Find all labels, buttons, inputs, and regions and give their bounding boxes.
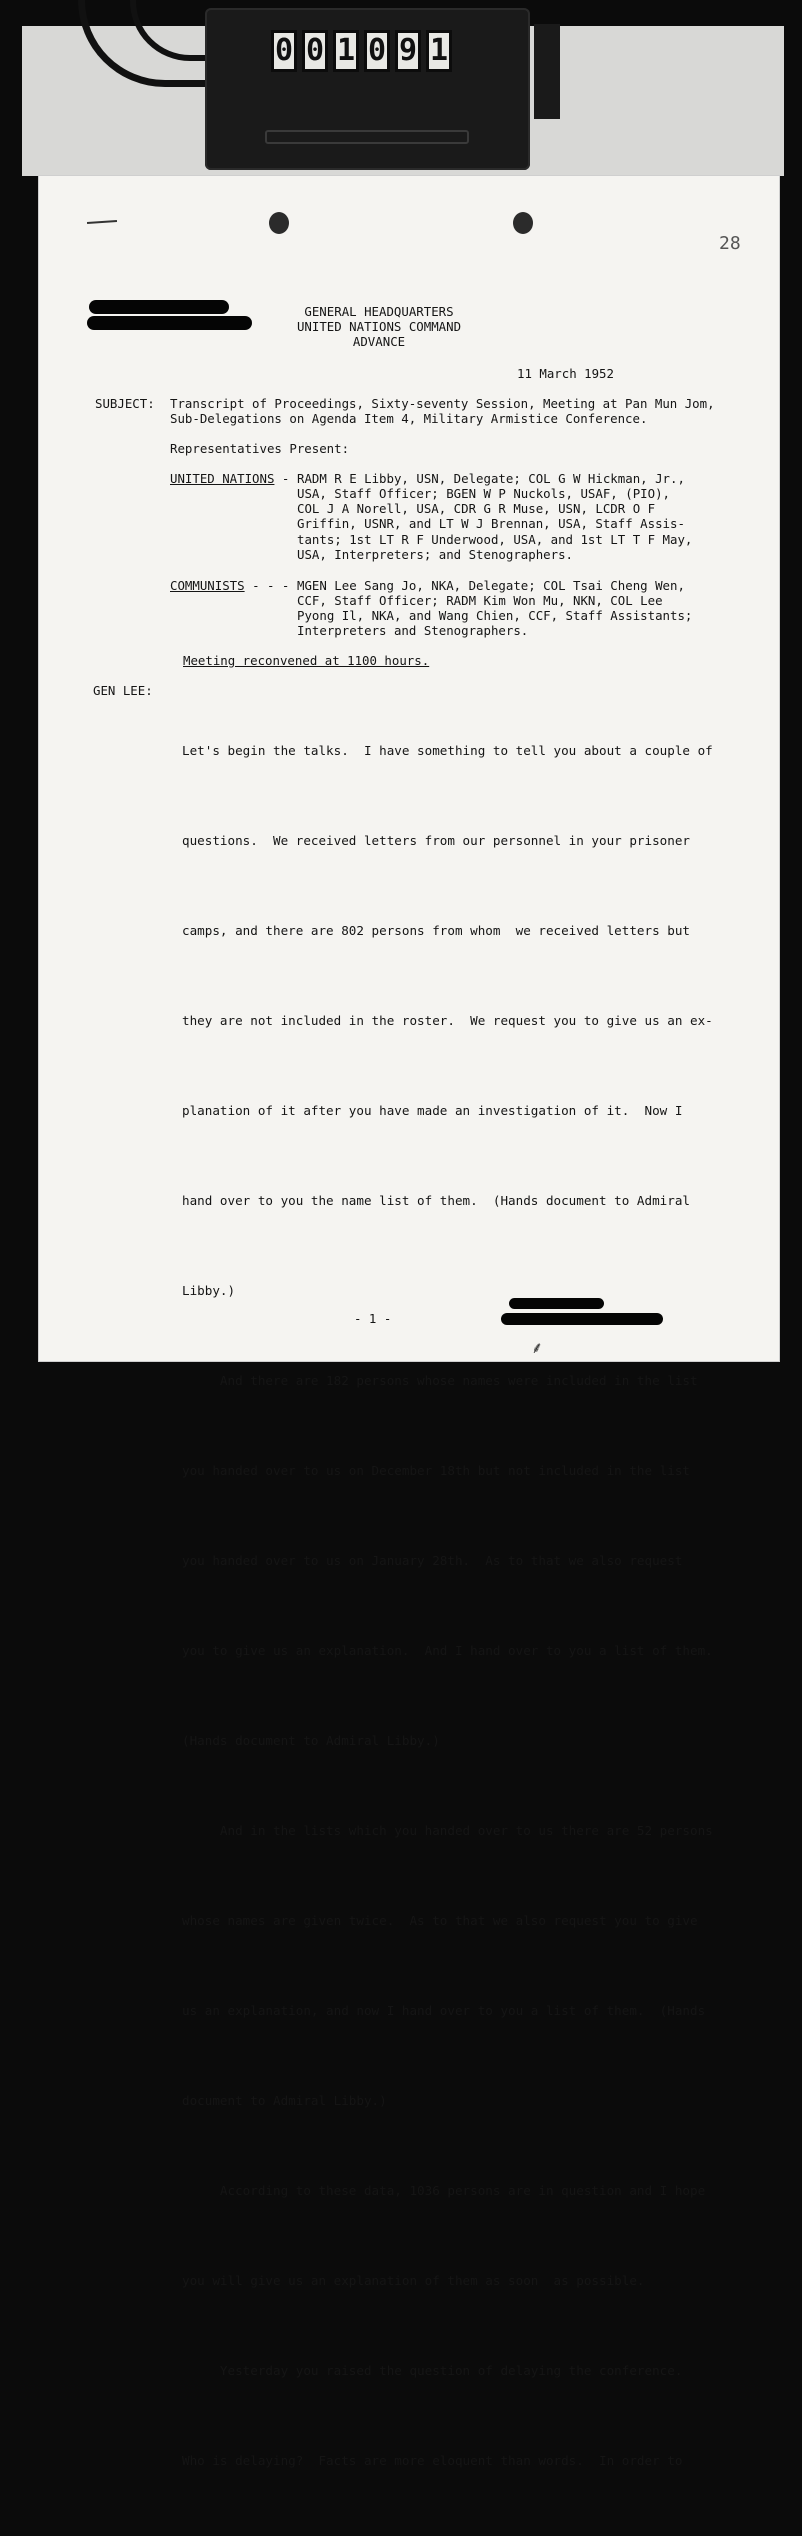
counter-digit: 1: [333, 30, 359, 72]
body-line: According to these data, 1036 persons are in question and I hope: [182, 2183, 706, 2198]
pencil-mark: [87, 220, 117, 224]
frame-counter-device: [205, 8, 530, 170]
body-line: planation of it after you have made an investigation of it. Now I: [182, 1103, 683, 1118]
meeting-note: Meeting reconvened at 1100 hours.: [183, 653, 430, 668]
document-page: [38, 175, 780, 2468]
redaction-bar: [87, 316, 252, 330]
speech-body: [182, 676, 722, 2536]
device-bracket: [534, 24, 560, 119]
punch-hole: [269, 212, 289, 234]
header-line-3: ADVANCE: [352, 334, 406, 349]
body-line: Who is delaying? Facts are more eloquent than words. In order to: [182, 2453, 683, 2468]
un-line: tants; 1st LT R F Underwood, USA, and 1st LT T F May,: [297, 532, 693, 547]
communists-line: Pyong Il, NKA, and Wang Chien, CCF, Staff Assistants;: [297, 608, 693, 623]
body-line: you handed over to us on January 28th. As to that we also request: [182, 1553, 683, 1568]
header-line-2: UNITED NATIONS COMMAND: [296, 319, 462, 334]
body-line: you to give us an explanation. And I hand over to you a list of them.: [182, 1643, 713, 1658]
body-line: And there are 182 persons whose names were included in the list: [182, 1373, 698, 1388]
un-group-label: [170, 471, 289, 486]
un-line: USA, Interpreters; and Stenographers.: [297, 547, 574, 562]
body-line: whose names are given twice. As to that we also request you to give: [182, 1913, 698, 1928]
un-line: COL J A Norell, USA, CDR G R Muse, USN, LCDR O F: [297, 501, 656, 516]
representatives-label: Representatives Present:: [170, 441, 350, 456]
body-line: (Hands document to Admiral Libby.): [182, 1733, 440, 1748]
body-line: document to Admiral Libby.): [182, 2093, 387, 2108]
body-line: they are not included in the roster. We request you to give us an ex-: [182, 1013, 713, 1028]
body-line: camps, and there are 802 persons from whom we received letters but: [182, 923, 690, 938]
communists-line: CCF, Staff Officer; RADM Kim Won Mu, NKN, COL Lee: [297, 593, 663, 608]
handwritten-page-number: 28: [719, 233, 741, 254]
counter-digit: 9: [395, 30, 421, 72]
redaction-bar: [509, 1298, 604, 1309]
counter-digit: 0: [271, 30, 297, 72]
pencil-mark: ⸙: [531, 1338, 544, 1357]
un-line: RADM R E Libby, USN, Delegate; COL G W Hickman, Jr.,: [297, 471, 685, 486]
communists-line: Interpreters and Stenographers.: [297, 623, 529, 638]
body-line: you will give us an explanation of them as soon as possible.: [182, 2273, 645, 2288]
counter-digit: 1: [426, 30, 452, 72]
body-line: Yesterday you raised the question of delaying the conference.: [182, 2363, 683, 2378]
counter-digit: 0: [302, 30, 328, 72]
body-line: hand over to you the name list of them. (Hands document to Admiral: [182, 1193, 690, 1208]
punch-hole: [513, 212, 533, 234]
communists-line: MGEN Lee Sang Jo, NKA, Delegate; COL Tsai Cheng Wen,: [297, 578, 685, 593]
communists-dash: - - -: [244, 578, 290, 593]
redaction-bar: [89, 300, 229, 314]
un-label: UNITED NATIONS: [170, 471, 275, 486]
body-line: Libby.): [182, 1283, 236, 1298]
document-date: 11 March 1952: [517, 366, 614, 381]
communists-group-label: [170, 578, 289, 593]
body-line: Let's begin the talks. I have something to tell you about a couple of: [182, 743, 713, 758]
speaker-label: GEN LEE:: [93, 683, 153, 698]
header-line-1: GENERAL HEADQUARTERS: [304, 304, 454, 319]
un-line: USA, Staff Officer; BGEN W P Nuckols, USAF, (PIO),: [297, 486, 670, 501]
subject-line: Sub-Delegations on Agenda Item 4, Military Armistice Conference.: [170, 411, 648, 426]
redaction-bar: [501, 1313, 663, 1325]
counter-label-strip: [265, 130, 469, 144]
body-line: questions. We received letters from our personnel in your prisoner: [182, 833, 690, 848]
body-line: you handed over to us on December 18th but not included in the list: [182, 1463, 690, 1478]
subject-line: Transcript of Proceedings, Sixty-seventy Session, Meeting at Pan Mun Jom,: [170, 396, 715, 411]
counter-digit: 0: [364, 30, 390, 72]
un-dash: -: [274, 471, 290, 486]
body-line: And in the lists which you handed over to us there are 52 persons: [182, 1823, 713, 1838]
communists-label: COMMUNISTS: [170, 578, 245, 593]
un-line: Griffin, USNR, and LT W J Brennan, USA, Staff Assis-: [297, 516, 685, 531]
frame-counter-digits: [271, 30, 452, 72]
subject-label: SUBJECT:: [95, 396, 155, 411]
footer-page-number: - 1 -: [354, 1311, 392, 1326]
body-line: us an explanation, and now I hand over to you a list of them. (Hands: [182, 2003, 706, 2018]
